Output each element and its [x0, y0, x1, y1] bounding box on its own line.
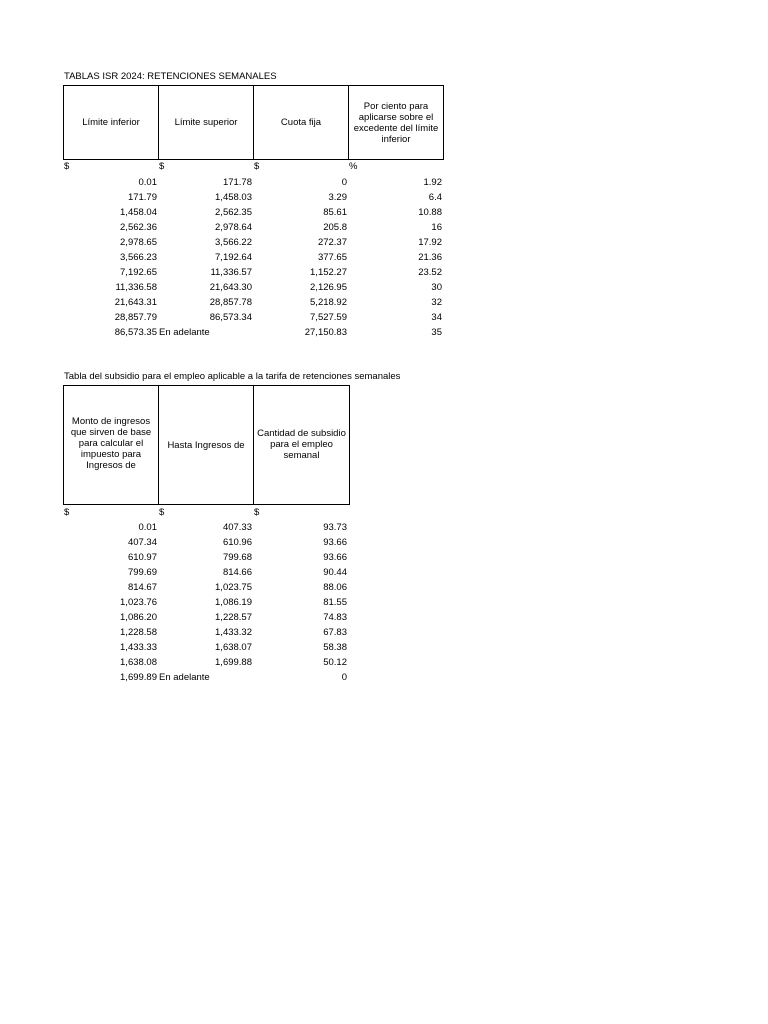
subsidio-header-row: [63, 385, 350, 505]
table-row: [0, 520, 768, 535]
isr-cell-cuota: 85.61: [323, 207, 347, 218]
table-row: [0, 190, 768, 205]
table-row: [0, 205, 768, 220]
subsidio-cell-hasta: 1,433.32: [215, 627, 252, 638]
isr-header-por-ciento: Por ciento para aplicarse sobre el excedente del límite inferior: [353, 100, 439, 145]
isr-cell-cuota: 272.37: [317, 237, 347, 248]
table-row: [0, 670, 768, 685]
subsidio-cell-cantidad: 74.83: [323, 612, 347, 623]
subsidio-cell-cantidad: 67.83: [323, 627, 347, 638]
subsidio-units-row: [0, 506, 768, 519]
isr-cell-porciento: 32: [431, 297, 442, 308]
isr-units-row: [0, 160, 768, 173]
table-row: [0, 565, 768, 580]
table-row: [0, 265, 768, 280]
isr-cell-superior: 11,336.57: [210, 267, 252, 278]
subsidio-cell-hasta: 1,638.07: [215, 642, 252, 653]
isr-cell-cuota: 5,218.92: [310, 297, 347, 308]
subsidio-cell-desde: 814.67: [127, 582, 157, 593]
isr-cell-cuota: 205.8: [323, 222, 347, 233]
subsidio-cell-cantidad: 58.38: [323, 642, 347, 653]
subsidio-cell-cantidad: 93.73: [323, 522, 347, 533]
table-row: [0, 310, 768, 325]
isr-cell-porciento: 16: [431, 222, 442, 233]
isr-cell-cuota: 7,527.59: [310, 312, 347, 323]
table-row: [0, 175, 768, 190]
isr-unit: $: [254, 161, 260, 172]
isr-cell-porciento: 10.88: [418, 207, 442, 218]
table-row: [0, 550, 768, 565]
subsidio-header-monto-ingresos: Monto de ingresos que sirven de base para calcular el impuesto para Ingresos de: [64, 386, 159, 504]
table-row: [0, 625, 768, 640]
subsidio-table-title: Tabla del subsidio para el empleo aplicable a la tarifa de retenciones semanales: [64, 371, 401, 382]
isr-header-limite-superior: Límite superior: [159, 86, 254, 159]
table-row: [0, 610, 768, 625]
subsidio-cell-desde: 1,228.58: [120, 627, 157, 638]
isr-cell-porciento: 34: [431, 312, 442, 323]
subsidio-header-hasta-ingresos: Hasta Ingresos de: [159, 386, 254, 504]
subsidio-cell-hasta: 1,023.75: [215, 582, 252, 593]
subsidio-cell-cantidad: 88.06: [323, 582, 347, 593]
isr-table-title: TABLAS ISR 2024: RETENCIONES SEMANALES: [64, 71, 277, 82]
isr-cell-superior: 21,643.30: [209, 282, 252, 293]
table-row: [0, 220, 768, 235]
subsidio-cell-hasta: 610.96: [222, 537, 252, 548]
isr-cell-inferior: 1,458.04: [120, 207, 157, 218]
table-row: [0, 280, 768, 295]
table-row: [0, 535, 768, 550]
isr-cell-inferior: 21,643.31: [114, 297, 157, 308]
subsidio-cell-cantidad: 93.66: [323, 537, 347, 548]
isr-cell-superior: 3,566.22: [215, 237, 252, 248]
isr-unit: $: [64, 161, 70, 172]
subsidio-header-cantidad-subsidio: Cantidad de subsidio para el empleo semanal: [257, 428, 346, 461]
isr-cell-inferior: 2,562.36: [120, 222, 157, 233]
table-row: [0, 640, 768, 655]
isr-cell-superior: 1,458.03: [215, 192, 252, 203]
subsidio-cell-hasta: 1,228.57: [215, 612, 252, 623]
subsidio-cell-cantidad: 50.12: [323, 657, 347, 668]
isr-cell-superior: 2,562.35: [215, 207, 252, 218]
subsidio-cell-hasta: 1,086.19: [215, 597, 252, 608]
isr-cell-porciento: 1.92: [423, 177, 442, 188]
table-row: [0, 325, 768, 340]
subsidio-cell-cantidad: 0: [341, 672, 347, 683]
subsidio-cell-hasta: 1,699.88: [215, 657, 252, 668]
isr-cell-superior: 171.78: [222, 177, 252, 188]
isr-cell-superior: 28,857.78: [209, 297, 252, 308]
isr-cell-cuota: 0: [341, 177, 347, 188]
isr-cell-porciento: 23.52: [418, 267, 442, 278]
subsidio-cell-desde: 1,023.76: [120, 597, 157, 608]
table-row: [0, 235, 768, 250]
subsidio-cell-desde: 610.97: [127, 552, 157, 563]
subsidio-cell-cantidad: 93.66: [323, 552, 347, 563]
isr-cell-cuota: 3.29: [328, 192, 347, 203]
isr-cell-cuota: 27,150.83: [304, 327, 347, 338]
subsidio-cell-desde: 1,433.33: [120, 642, 157, 653]
isr-cell-inferior: 171.79: [127, 192, 157, 203]
subsidio-cell-desde: 799.69: [127, 567, 157, 578]
isr-cell-superior: 86,573.34: [209, 312, 252, 323]
table-row: [0, 295, 768, 310]
subsidio-cell-hasta: 407.33: [222, 522, 252, 533]
isr-cell-porciento: 6.4: [428, 192, 442, 203]
subsidio-cell-desde: 1,638.08: [120, 657, 157, 668]
isr-cell-porciento: 21.36: [418, 252, 442, 263]
subsidio-cell-cantidad: 90.44: [323, 567, 347, 578]
isr-cell-porciento: 30: [431, 282, 442, 293]
isr-cell-inferior: 0.01: [138, 177, 157, 188]
isr-cell-inferior: 11,336.58: [115, 282, 157, 293]
isr-cell-inferior: 86,573.35: [114, 327, 157, 338]
isr-cell-porciento: 35: [431, 327, 442, 338]
table-row: [0, 580, 768, 595]
isr-header-cuota-fija: Cuota fija: [254, 86, 349, 159]
subsidio-cell-desde: 407.34: [127, 537, 157, 548]
subsidio-cell-desde: 0.01: [138, 522, 157, 533]
subsidio-cell-hasta: 814.66: [222, 567, 252, 578]
subsidio-cell-desde: 1,699.89: [120, 672, 157, 683]
subsidio-cell-hasta: En adelante: [159, 672, 210, 683]
subsidio-cell-hasta: 799.68: [222, 552, 252, 563]
subsidio-unit: $: [254, 507, 260, 518]
isr-cell-superior: 2,978.64: [215, 222, 252, 233]
isr-header-limite-inferior: Límite inferior: [64, 86, 159, 159]
table-row: [0, 655, 768, 670]
isr-cell-porciento: 17.92: [418, 237, 442, 248]
isr-cell-superior: En adelante: [159, 327, 210, 338]
isr-unit: $: [159, 161, 165, 172]
isr-header-row: [63, 85, 444, 160]
isr-cell-superior: 7,192.64: [215, 252, 252, 263]
isr-cell-inferior: 2,978.65: [120, 237, 157, 248]
isr-cell-cuota: 1,152.27: [310, 267, 347, 278]
subsidio-table-body: [0, 520, 768, 685]
isr-cell-inferior: 28,857.79: [114, 312, 157, 323]
isr-cell-inferior: 7,192.65: [120, 267, 157, 278]
isr-cell-cuota: 2,126.95: [310, 282, 347, 293]
isr-cell-cuota: 377.65: [317, 252, 347, 263]
isr-table-body: [0, 175, 768, 340]
table-row: [0, 250, 768, 265]
subsidio-cell-cantidad: 81.55: [323, 597, 347, 608]
isr-unit: %: [349, 161, 358, 172]
isr-cell-inferior: 3,566.23: [120, 252, 157, 263]
subsidio-unit: $: [159, 507, 165, 518]
subsidio-unit: $: [64, 507, 70, 518]
subsidio-cell-desde: 1,086.20: [120, 612, 157, 623]
table-row: [0, 595, 768, 610]
